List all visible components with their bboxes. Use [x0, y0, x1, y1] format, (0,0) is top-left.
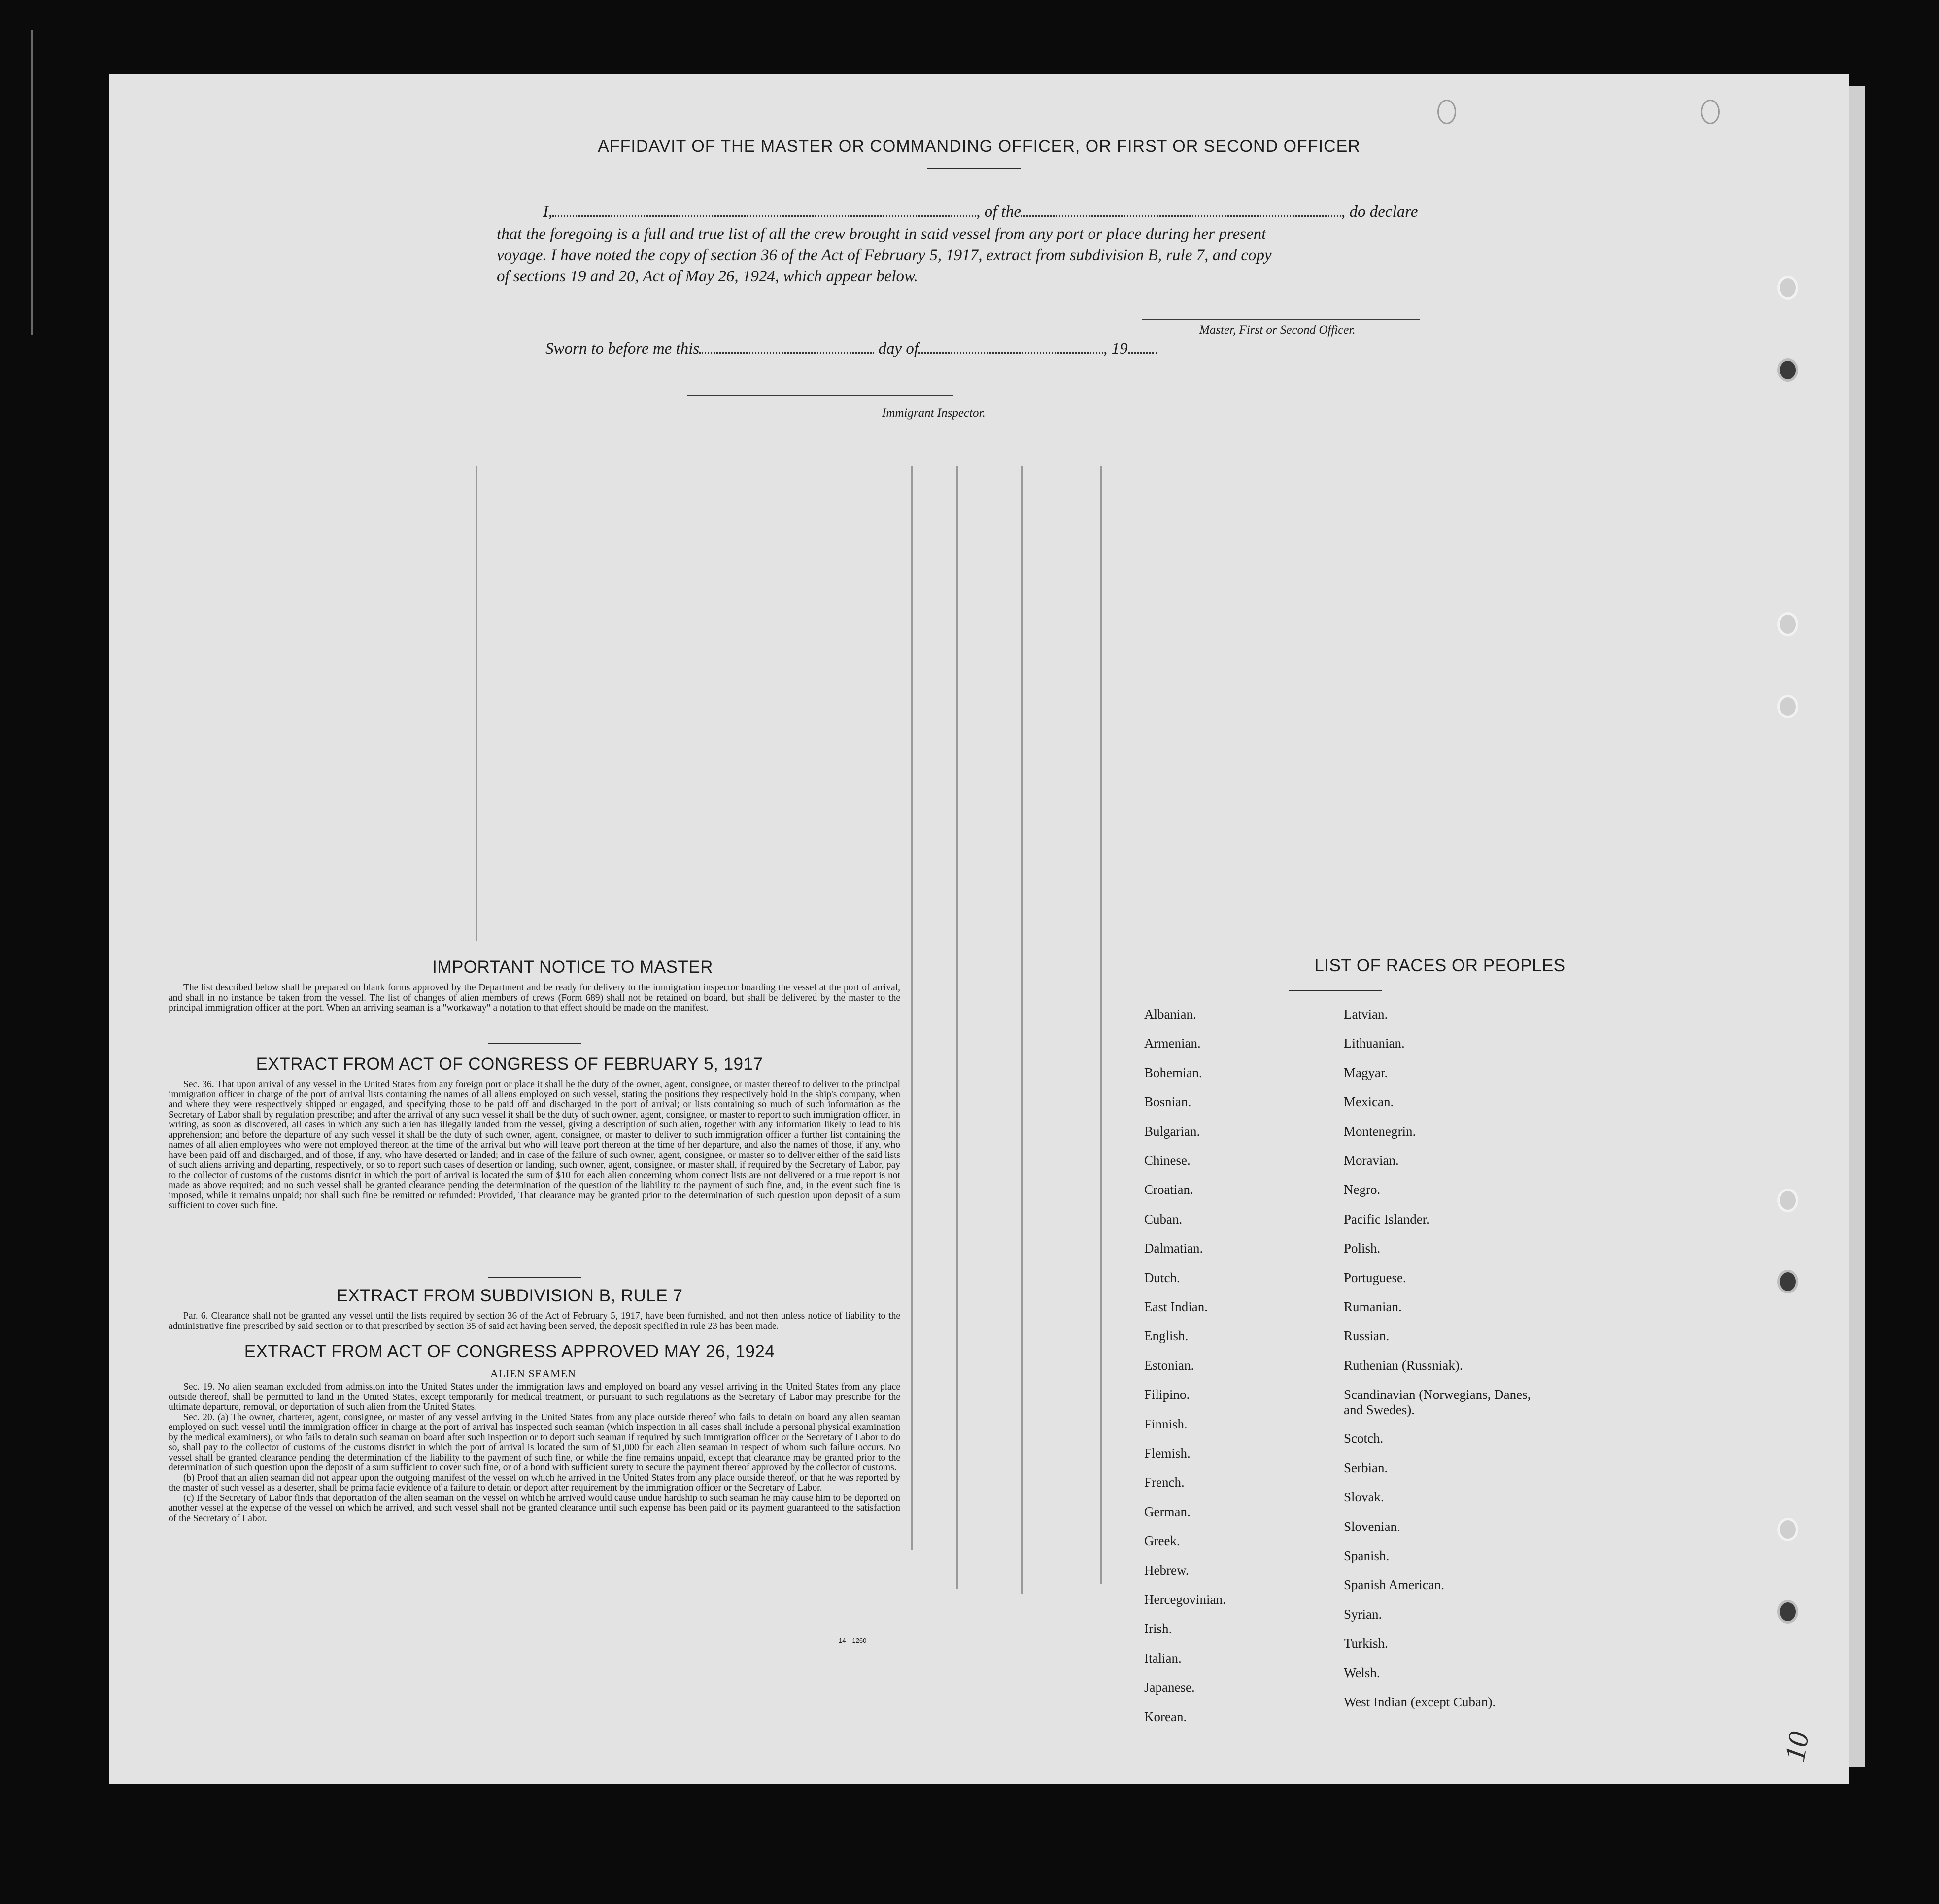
- alien-seamen-subtitle: ALIEN SEAMEN: [490, 1367, 576, 1380]
- sec-19-text: Sec. 19. No alien seaman excluded from admission into the United States under the immigration laws and employed on board any vessel arriving in the United States from any place outside thereof, shall be permitted to land in the United States, except temporarily for medical treatment, or pursuant to such regulations as the Secretary of Labor may prescribe for the ultimate departure, removal, or deportation of such alien from the United States.: [169, 1382, 900, 1412]
- race-item: Rumanian.: [1344, 1299, 1402, 1314]
- race-item: Croatian.: [1144, 1182, 1193, 1197]
- column-rule: [956, 466, 958, 1589]
- race-item: Finnish.: [1144, 1416, 1188, 1431]
- race-item: Bohemian.: [1144, 1065, 1202, 1080]
- affidavit-line-4: of sections 19 and 20, Act of May 26, 1924, which appear below.: [497, 268, 918, 285]
- race-item: Estonian.: [1144, 1358, 1194, 1373]
- race-item: Irish.: [1144, 1621, 1172, 1636]
- race-item: Negro.: [1344, 1182, 1381, 1197]
- race-item: Welsh.: [1344, 1665, 1380, 1680]
- rule-7-body: Par. 6. Clearance shall not be granted any vessel until the lists required by section 36 of the Act of February 5, 1917, have been furnished, and not then unless notice of liability to the administrative fine prescribed by said section or to that prescribed by section 35 of said act having been served, the deposit specified in rule 23 has been made.: [169, 1311, 900, 1331]
- race-item: French.: [1144, 1475, 1185, 1490]
- race-item: Hercegovinian.: [1144, 1592, 1226, 1607]
- race-item: Hebrew.: [1144, 1563, 1189, 1578]
- affidavit-line-1: I, , of the , do declare: [543, 203, 1418, 221]
- sec-20c-text: (c) If the Secretary of Labor finds that deportation of the alien seaman on the vessel on which he arrived would cause undue hardship to such seaman he may cause him to be deported on another vessel at the expense of the vessel on which he arrived, and such vessel shall not be granted clearance until such expense has been paid or its payment guaranteed to the satisfaction of the Secretary of Labor.: [169, 1493, 900, 1524]
- punch-hole: [1777, 276, 1798, 300]
- race-item: Ruthenian (Russniak).: [1344, 1358, 1463, 1373]
- race-item: Armenian.: [1144, 1036, 1201, 1051]
- race-item: Montenegrin.: [1344, 1123, 1416, 1139]
- race-item: Spanish American.: [1344, 1577, 1444, 1593]
- vessel-blank[interactable]: [1021, 212, 1341, 217]
- section-rule: [488, 1277, 581, 1278]
- master-signature-line[interactable]: [1142, 319, 1420, 320]
- notice-body: The list described below shall be prepared on blank forms approved by the Department and be ready for delivery to the immigration inspector boarding the vessel at the port of arrival, and shall in no instance be taken from the vessel. The list of changes of alien members of crews (Form 689) shall not be retained on board, but shall be delivered by the master to the principal immigration officer at the port. When an arriving seaman is a "workaway" a notation to that effect should be made on the manifest.: [169, 983, 900, 1013]
- race-item: Bulgarian.: [1144, 1123, 1200, 1139]
- punch-hole: [1777, 1600, 1798, 1624]
- race-item: Portuguese.: [1344, 1270, 1406, 1285]
- race-item: Slovenian.: [1344, 1519, 1400, 1534]
- race-item: Korean.: [1144, 1709, 1187, 1724]
- race-item: Scandinavian (Norwegians, Danes, and Swedes).: [1344, 1387, 1531, 1418]
- inspector-signature-label: Immigrant Inspector.: [882, 407, 986, 420]
- sec-20a-text: Sec. 20. (a) The owner, charterer, agent, consignee, or master of any vessel arriving in the United States from any place outside thereof who fails to detain on board any alien seaman employed on such vessel until the immigration officer in charge at the port of arrival has inspected such seaman (which inspection in all cases shall include a personal physical examination by the medical examiners), or who fails to detain such seaman on board after such inspection or to deport such seaman if required by such immigration officer or the Secretary of Labor to do so, shall pay to the collector of customs of the customs district in which the port of arrival is located the sum of $1,000 for each alien seaman in respect of whom such failure occurs. No vessel shall be granted clearance pending the determination of the liability to the payment of such fine, or while the fine remains unpaid, except that clearance may be granted prior to the determination of such question upon the deposit of a sum sufficient to cover such fine, or of a bond with sufficient surety to secure the payment thereof approved by the collector of customs.: [169, 1412, 900, 1473]
- race-item: Turkish.: [1344, 1636, 1388, 1651]
- race-item: Dalmatian.: [1144, 1241, 1203, 1256]
- sworn-year-blank[interactable]: [1128, 349, 1157, 354]
- punch-hole: [1777, 1518, 1798, 1541]
- race-item: Albanian.: [1144, 1007, 1196, 1021]
- affidavit-line-2: that the foregoing is a full and true list of all the crew brought in said vessel from any port or place during her present: [497, 225, 1266, 243]
- sworn-line: Sworn to before me this day of , 19: [545, 340, 1610, 358]
- sec-20b-text: (b) Proof that an alien seaman did not appear upon the outgoing manifest of the vessel on which he arrived in the United States from any place outside thereof, or that he was reported by the master of such vessel as a deserter, shall be prima facie evidence of a failure to detain or deport after requirement by the immigration officer or the Secretary of Labor.: [169, 1472, 900, 1493]
- race-item: Moravian.: [1344, 1153, 1399, 1168]
- punch-hole: [1777, 1189, 1798, 1212]
- extract-1917-title: EXTRACT FROM ACT OF CONGRESS OF FEBRUARY 5, 1917: [256, 1054, 763, 1074]
- scan-edge-line: [31, 30, 33, 335]
- race-item: Filipino.: [1144, 1387, 1190, 1402]
- race-item: Slovak.: [1344, 1490, 1384, 1505]
- race-item: Chinese.: [1144, 1153, 1191, 1168]
- punch-hole: [1777, 695, 1798, 718]
- race-item: Mexican.: [1344, 1094, 1394, 1110]
- race-item: Scotch.: [1344, 1431, 1384, 1446]
- race-item: Flemish.: [1144, 1446, 1191, 1461]
- sworn-month-blank[interactable]: [918, 349, 1103, 354]
- extract-1917-body: Sec. 36. That upon arrival of any vessel in the United States from any foreign port or place it shall be the duty of the owner, agent, consignee, or master thereof to deliver to the principal immigration officer in charge of the port of arrival lists containing the names of all aliens employed on such vessel, stating the positions they respectively hold in the ship's company, when and where they were respectively shipped or engaged, and specifying those to be paid off and discharged in the port of arrival; or lists containing so much of such information as the Secretary of Labor shall by regulation prescribe; and after the arrival of any such vessel it shall be the duty of such owner, agent, consignee, or master to report to such immigration officer, in writing, as soon as discovered, all cases in which any such alien has illegally landed from the vessel, giving a description of such alien, together with any information likely to lead to his apprehension; and before the departure of any such vessel it shall be the duty of such owner, agent, consignee, or master to deliver to such immigration officer a further list containing the names of all alien employees who were not employed thereon at the time of the arrival but who will leave port thereon at the time of her departure, and also the names of those, if any, who have been paid off and discharged, and of those, if any, who have deserted or landed; and in case of the failure of such owner, agent, consignee, or master so to deliver either of the said lists of such aliens arriving and departing, respectively, or so to report such cases of desertion or landing, such owner, agent, consignee, or master shall, if required by the Secretary of Labor, pay to the collector of customs of the customs district in which the port of arrival is located the sum of $10 for each alien concerning whom correct lists are not delivered or a true report is not made as above required; and no such vessel shall be granted clearance pending the determination of the question of the liability to the payment of such fine, and, in the event such fine is imposed, while it remains unpaid; nor shall such fine be remitted or refunded: Provided, That clearance may be granted prior to the determination of such question upon deposit of a sum sufficient to cover such fine.: [169, 1079, 900, 1211]
- race-item: English.: [1144, 1328, 1189, 1344]
- race-item: German.: [1144, 1504, 1191, 1519]
- column-rule: [1021, 466, 1023, 1594]
- column-rule: [911, 466, 913, 1550]
- race-item: Serbian.: [1344, 1460, 1388, 1475]
- extract-1924-body: [169, 1382, 900, 1524]
- sworn-day-blank[interactable]: [699, 349, 874, 354]
- race-item: Bosnian.: [1144, 1094, 1191, 1110]
- race-item: Polish.: [1344, 1241, 1381, 1256]
- affidavit-line-3: voyage. I have noted the copy of section 36 of the Act of February 5, 1917, extract from subdivision B, rule 7, and copy: [497, 246, 1272, 264]
- extract-1924-title: EXTRACT FROM ACT OF CONGRESS APPROVED MAY 26, 1924: [244, 1342, 775, 1361]
- race-item: Italian.: [1144, 1650, 1182, 1666]
- punch-hole: [1777, 612, 1798, 636]
- margin-pencil-note: 10: [1778, 1729, 1816, 1764]
- race-item: Spanish.: [1344, 1548, 1390, 1563]
- column-rule: [476, 466, 477, 941]
- affidavit-title: AFFIDAVIT OF THE MASTER OR COMMANDING OFFICER, OR FIRST OR SECOND OFFICER: [598, 137, 1361, 156]
- race-item: West Indian (except Cuban).: [1344, 1694, 1496, 1709]
- rule-7-title: EXTRACT FROM SUBDIVISION B, RULE 7: [336, 1286, 683, 1305]
- notice-title: IMPORTANT NOTICE TO MASTER: [432, 957, 713, 977]
- race-item: Japanese.: [1144, 1680, 1195, 1695]
- race-item: Latvian.: [1344, 1007, 1388, 1021]
- races-title: LIST OF RACES OR PEOPLES: [1314, 956, 1565, 975]
- races-title-rule: [1289, 990, 1382, 991]
- race-item: East Indian.: [1144, 1299, 1208, 1314]
- race-item: Magyar.: [1344, 1065, 1388, 1080]
- punch-hole: [1777, 1270, 1798, 1293]
- title-rule: [927, 168, 1021, 169]
- document-page: [109, 74, 1849, 1784]
- race-item: Cuban.: [1144, 1211, 1183, 1226]
- race-item: Russian.: [1344, 1328, 1390, 1344]
- column-rule: [1100, 466, 1102, 1584]
- race-item: Greek.: [1144, 1533, 1180, 1549]
- name-blank[interactable]: [552, 212, 976, 217]
- race-item: Dutch.: [1144, 1270, 1180, 1285]
- punch-circle: [1437, 100, 1456, 124]
- race-item: Syrian.: [1344, 1606, 1382, 1622]
- master-signature-label: Master, First or Second Officer.: [1199, 323, 1356, 337]
- race-item: Lithuanian.: [1344, 1036, 1405, 1051]
- punch-circle: [1701, 100, 1720, 124]
- section-rule: [488, 1043, 581, 1044]
- punch-hole: [1777, 358, 1798, 382]
- inspector-signature-line[interactable]: [687, 395, 953, 396]
- form-number: 14—1260: [839, 1637, 867, 1644]
- race-item: Pacific Islander.: [1344, 1211, 1429, 1226]
